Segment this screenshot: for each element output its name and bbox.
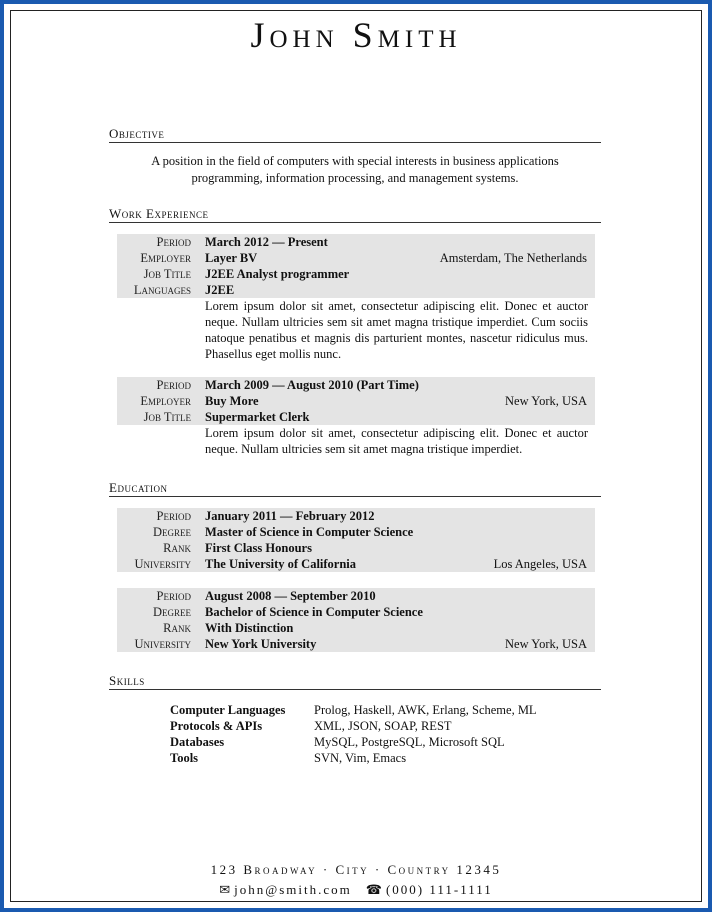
period-value: August 2008 — September 2010 (205, 589, 376, 603)
period-value: March 2009 — August 2010 (Part Time) (205, 378, 419, 392)
skill-value: Prolog, Haskell, AWK, Erlang, Scheme, ML (314, 703, 537, 717)
entry-row (117, 556, 595, 572)
entry-row (117, 393, 595, 409)
job-description: Lorem ipsum dolor sit amet, consectetur adipiscing elit. Donec et auctor neque. Nullam ultricies sem sit amet magna tristique imperdiet. (205, 426, 588, 456)
employer-value: Buy More (205, 394, 259, 408)
entry-row (117, 588, 595, 604)
section-rule (109, 142, 601, 143)
languages-value: J2EE (205, 283, 235, 297)
section-rule (109, 222, 601, 223)
field-label: Degree (152, 605, 191, 619)
skill-value: SVN, Vim, Emacs (314, 751, 407, 765)
field-label: Period (156, 589, 191, 603)
resume-name: John Smith (250, 15, 462, 55)
entry-row (117, 250, 595, 266)
period-value: January 2011 — February 2012 (205, 509, 375, 523)
field-label: Job Title (143, 410, 191, 424)
section-title-work: Work Experience (109, 206, 209, 221)
employer-value: Layer BV (205, 251, 258, 265)
field-label: Employer (140, 394, 191, 408)
field-label: Period (156, 509, 191, 523)
section-title-education: Education (109, 480, 168, 495)
field-label: University (134, 637, 191, 651)
skill-value: XML, JSON, SOAP, REST (314, 719, 452, 733)
field-label: Period (156, 378, 191, 392)
entry-row (117, 282, 595, 298)
entry-row (117, 620, 595, 636)
section-rule (109, 689, 601, 690)
entry-row (117, 508, 595, 524)
envelope-icon: ✉ (219, 882, 231, 897)
period-value: March 2012 — Present (205, 235, 328, 249)
location-value: New York, USA (505, 394, 587, 408)
section-title-objective: Objective (109, 126, 165, 141)
skill-label: Protocols & APIs (170, 719, 263, 733)
skill-label: Tools (170, 751, 199, 765)
entry-row (117, 266, 595, 282)
rank-value: First Class Honours (205, 541, 312, 555)
email-link[interactable]: john@smith.com (234, 882, 352, 897)
degree-value: Master of Science in Computer Science (205, 525, 414, 539)
entry-row (117, 524, 595, 540)
footer-address: 123 Broadway · City · Country 12345 (210, 862, 502, 877)
entry-row (117, 409, 595, 425)
field-label: Employer (140, 251, 191, 265)
skill-label: Databases (170, 735, 225, 749)
field-label: University (134, 557, 191, 571)
section-rule (109, 496, 601, 497)
phone-number[interactable]: (000) 111-1111 (385, 882, 493, 897)
field-label: Rank (163, 541, 191, 555)
job-description: Lorem ipsum dolor sit amet, consectetur adipiscing elit. Donec et auctor neque. Nullam ultricies sem sit amet magna tristique imperdiet. Cum sociis natoque penatibus et magnis dis parturient montes, nascetur ridiculus mus. Phasellus eget mollis nunc. (205, 299, 588, 361)
location-value: New York, USA (505, 637, 587, 651)
degree-value: Bachelor of Science in Computer Science (205, 605, 423, 619)
rank-value: With Distinction (205, 621, 294, 635)
objective-text: A position in the field of computers with special interests in business applications programming, information processing, and management systems. (151, 154, 559, 185)
entry-row (117, 234, 595, 250)
phone-icon: ☎ (365, 882, 382, 897)
skill-value: MySQL, PostgreSQL, Microsoft SQL (314, 735, 505, 749)
entry-row (117, 540, 595, 556)
job-title-value: J2EE Analyst programmer (205, 267, 350, 281)
skill-label: Computer Languages (170, 703, 286, 717)
field-label: Period (156, 235, 191, 249)
field-label: Rank (163, 621, 191, 635)
entry-row (117, 636, 595, 652)
field-label: Languages (133, 283, 191, 297)
footer-contact (0, 882, 712, 898)
section-title-skills: Skills (109, 673, 145, 688)
job-title-value: Supermarket Clerk (205, 410, 310, 424)
university-value: New York University (205, 637, 317, 651)
university-value: The University of California (205, 557, 357, 571)
entry-row (117, 377, 595, 393)
field-label: Degree (152, 525, 191, 539)
location-value: Los Angeles, USA (493, 557, 587, 571)
entry-row (117, 604, 595, 620)
field-label: Job Title (143, 267, 191, 281)
location-value: Amsterdam, The Netherlands (439, 251, 587, 265)
